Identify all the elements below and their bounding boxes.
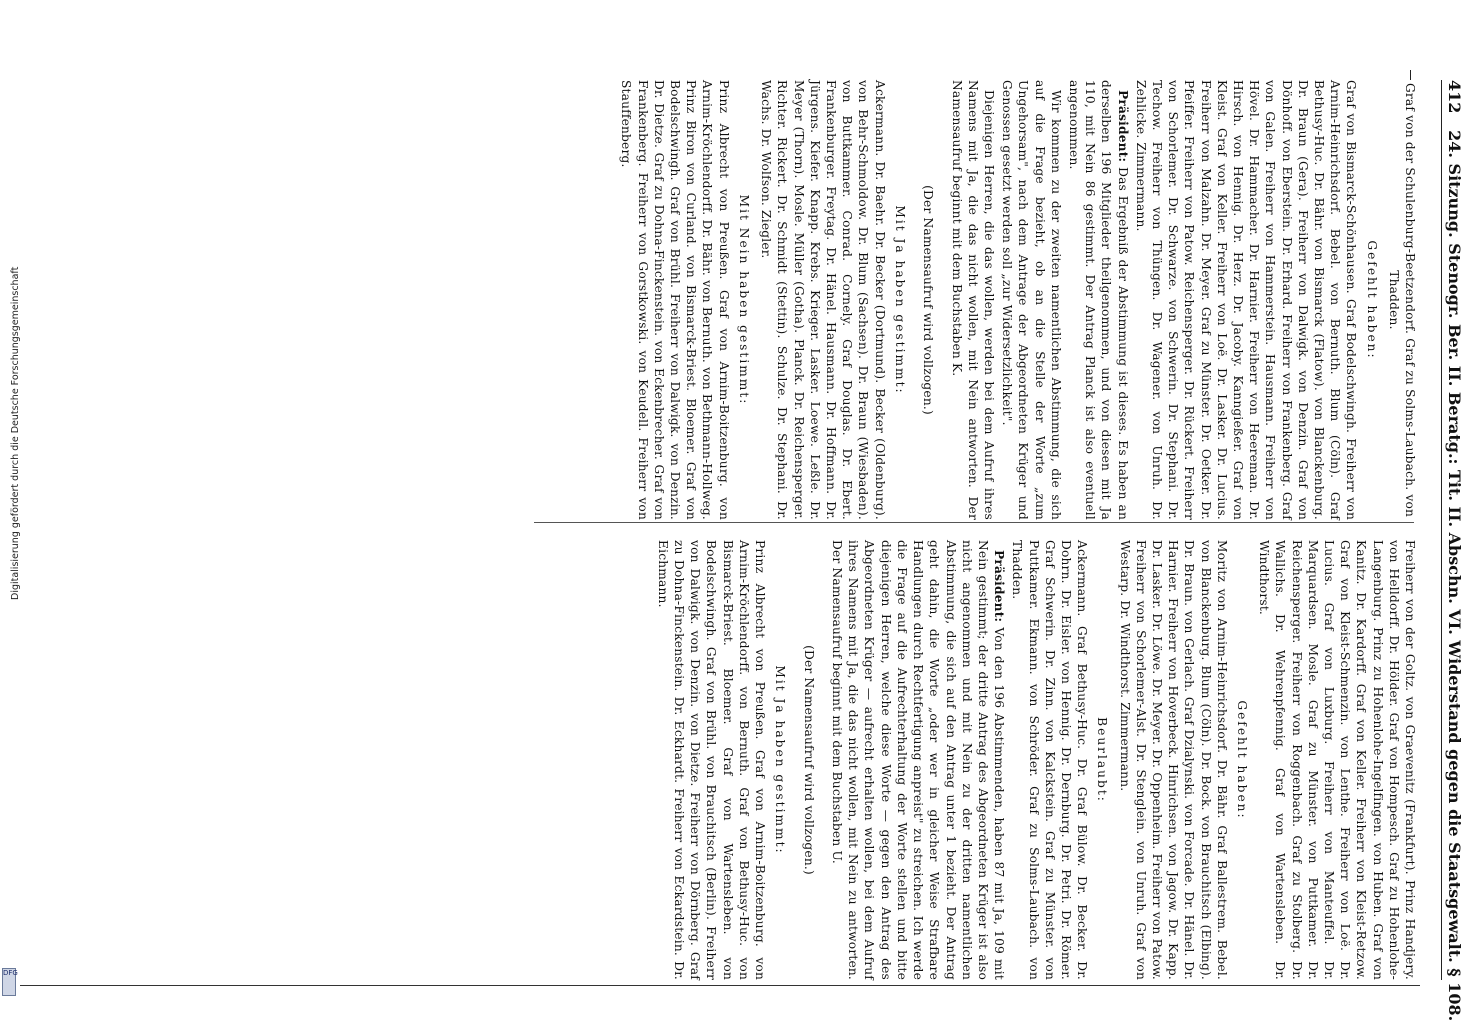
left-president-label: Präsident:	[1115, 90, 1130, 163]
left-paragraph-2: Wir kommen zu der zweiten namentlichen Abstimmung, die sich auf die Frage bezieht, ob an die Stelle der Worte „zum Ungehorsam", nach dem Antrage der Abgeordneten Krüger und Genossen gesetzt werden soll „zur Widersetzlichkeit".	[1000, 80, 1063, 520]
right-leave-list: Ackermann. Graf Bethusy-Huc. Dr. Graf Bülow. Dr. Becker. Dr. Dohrn. Dr. Eisler. von Hennig. Dr. Dernburg. Dr. Petri. Dr. Römer. Graf Schwerin. Dr. Zinn. von Kalckstein. Graf zu Münster. von Puttkamer. Ekmann. von Schröder. Graf zu Solms-Laubach. von Thadden.	[1010, 540, 1090, 980]
column-divider	[534, 522, 1414, 523]
left-heading-no: Mit Nein haben gestimmt:	[736, 194, 751, 406]
left-paragraph-3: Diejenigen Herren, die das wollen, werden bei dem Aufruf ihres Namens mit Ja, die das nicht wollen, mit Nein antworten. Der Namensaufruf beginnt mit dem Buchstaben K.	[949, 80, 996, 520]
left-president-paragraph	[1066, 80, 1131, 520]
right-note: (Der Namensaufruf wird vollzogen.)	[801, 645, 816, 875]
scan-bottom-edge-line	[20, 985, 1420, 986]
right-president-label: Präsident:	[992, 550, 1007, 623]
left-no-list: Prinz Albrecht von Preußen. Graf von Arnim-Boitzenburg. von Arnim-Kröchlendorff. Dr. Bähr. von Bernuth. von Bethmann-Hollweg. Prinz Biron von Curland. von Bismarck-Briest. Bloemer. Graf von Bodelschwingh. Graf von Brühl. Freiherr von Dalwigk. von Denzin. Dr. Dietze. Graf zu Dohna-Finckenstein. von Eckenbrecher. Graf von Frankenberg. Freiherr von Gorstkowski. von Keudell. Freiherr von Stauffenberg.	[619, 80, 731, 520]
right-yes-list: Prinz Albrecht von Preußen. Graf von Arnim-Boitzenburg. von Arnim-Kröchlendorff. von Bernuth. Graf von Bethusy-Huc. von Bismarck-Briest. Bloemer. Graf von Wartensleben. von Bodelschwingh. Graf von Brühl. von Brauchitsch (Berlin). Freiherr von Dalwigk. von Denzin. von Dietze. Freiherr von Dörnberg. Graf zu Dohna-Finckenstein. Dr. Eckhardt. Freiherr von Eckardstein. Dr. Eichmann.	[655, 540, 768, 980]
left-president-text: Das Ergebniß der Abstimmung ist dieses. Es haben an derselben 196 Mitglieder theilgenommen, und von diesen mit Ja 110, mit Nein 86 gestimmt. Der Antrag Planck ist also eventuell angenommen.	[1066, 80, 1130, 520]
left-note: (Der Namensaufruf wird vollzogen.)	[921, 185, 936, 415]
side-credit-strip	[0, 0, 21, 1000]
side-credit-text: Digitalisierung gefördert durch die Deutsche Forschungsgemeinschaft	[10, 266, 21, 600]
right-president-paragraph	[829, 540, 1007, 980]
right-intro: Freiherr von der Goltz. von Graevenitz (Frankfurt). Prinz Handjery. von Helldorff. Dr. Hölder. Graf von Hompesch. Graf zu Hohenlohe-Langenburg. Prinz zu Hohenlohe-Ingelfingen. von Huben. Graf von Kanitz. Dr. Kardorff. Graf von Keller. Freiherr von Kleist-Retzow. Graf von Kleist-Schmenzin. von Lenthe. Freiherr von Loë. Dr. Lucius. Graf von Luxburg. Freiherr von Manteuffel. Dr. Marquardsen. Mosle. Graf zu Münster. von Puttkamer. Dr. Reichensperger. Freiherr von Roggenbach. Graf zu Stolberg. Dr. Wallichs. Dr. Wehrenpfennig. Graf von Wartensleben. Dr. Windthorst.	[1257, 540, 1417, 980]
left-heading-yes: Mit Ja haben gestimmt:	[892, 205, 907, 395]
running-head-title: 24. Sitzung. Stenogr. Ber. II. Beratg.: Tit. II. Abschn. VI. Widerstand gegen die Staatsgewalt. § 108.	[1445, 130, 1464, 1021]
right-heading-absent: Gefehlt haben:	[1234, 700, 1249, 820]
left-column	[616, 80, 1418, 520]
left-yes-list: Ackermann. Dr. Baehr. Dr. Becker (Dortmund). Becker (Oldenburg). von Behr-Schmoldow. Dr. Blum (Sachsen). Dr. Braun (Wiesbaden). von Buttkammer. Conrad. Cornely. Graf Douglas. Dr. Ebert. Frankenburger. Freytag. Dr. Hänel. Hausmann. Dr. Hoffmann. Dr. Jürgens. Kiefer. Knapp. Krebs. Krieger. Lasker. Loewe. Leßle. Dr. Meyer (Thorn). Mosle. Müller (Gotha). Planck. Dr. Reichensperger. Richter. Rickert. Dr. Schmidt (Stettin). Schulze. Dr. Stephani. Dr. Wachs. Dr. Wolfson. Ziegler.	[759, 80, 887, 520]
right-heading-leave: Beurlaubt:	[1095, 717, 1110, 803]
right-absent-list: Moritz von Arnim-Heinrichsdorf. Dr. Bähr. Graf Ballestrem. Bebel. von Blanckenburg. Blum (Cöln). Dr. Bock. von Brauchitsch (Elbing). Dr. Braun. von Gerlach. Graf Dzialynski. von Forcade. Dr. Hänel. Dr. Harnier. Freiherr von Hoverbeck. Hinrichsen. von Jagow. Dr. Kapp. Dr. Lasker. Dr. Löwe. Dr. Meyer. Dr. Oppenheim. Freiherr von Patow. Freiherr von Schorlemer-Alst. Dr. Stenglein. von Unruh. Graf von Westarp. Dr. Windthorst. Zimmermann.	[1117, 540, 1229, 980]
left-heading-absent: Gefehlt haben:	[1364, 240, 1379, 360]
right-president-text: Von den 196 Abstimmenden, haben 87 mit Ja, 109 mit Nein gestimmt; der dritte Antrag des Abgeordneten Krüger ist also nicht angenommen und mit Nein zu der dritten namentlichen Abstimmung, die sich auf den Antrag unter 1 bezieht. Der Antrag geht dahin, die Worte „oder wer in gleicher Weise Strafbare Handlungen durch Rechtfertigung anpreist" zu streichen. Ich werde die Frage auf die Aufrechterhaltung der Worte stellen und bitte diejenigen Herren, welche diese Worte — gegen den Antrag des Abgeordneten Krüger — aufrecht erhalten wollen, bei dem Aufruf ihres Namens mit Ja, die das nicht wollen, mit Nein zu antworten. Der Namensaufruf beginnt mit dem Buchstaben U.	[830, 540, 1007, 981]
left-intro: Graf von der Schulenburg-Beetzendorf. Graf zu Solms-Laubach. von Thadden.	[1386, 82, 1417, 518]
page-number: 412	[1445, 80, 1464, 114]
running-head	[1441, 80, 1464, 1021]
scan-tick-mark	[1410, 70, 1411, 80]
right-heading-yes: Mit Ja haben gestimmt:	[773, 665, 788, 855]
right-column	[653, 540, 1418, 980]
running-head-text	[1445, 80, 1464, 1021]
dfg-logo-icon: DFG	[2, 968, 16, 996]
rotated-page-content	[18, 60, 1464, 1021]
left-absent-list: Graf von Bismarck-Schönhausen. Graf Bodelschwingh. Freiherr von Arnim-Heinrichsdorf. Bebel. von Bernuth. Blum (Cöln). Graf Bethusy-Huc. Dr. Bähr. von Bismarck (Flatow). von Blanckenburg. Dr. Braun (Gera). Freiherr von Dalwigk. von Denzin. Graf von Dönhoff. von Eberstein. Dr. Erhard. Freiherr von Frankenberg. Graf von Galen. Freiherr von Hammerstein. Hausmann. Freiherr von Hövel. Dr. Hammacher. Dr. Harnier. Freiherr von Heereman. Dr. Hirsch. von Hennig. Dr. Herz. Dr. Jacoby. Kanngießer. Graf von Kleist. Graf von Keller. Freiherr von Loë. Dr. Lasker. Dr. Lucius. Freiherr von Malzahn. Dr. Meyer. Graf zu Münster. Dr. Oetker. Dr. Pfeiffer. Freiherr von Patow. Reichensperger. Dr. Rückert. Freiherr von Schorlemer. Dr. Schwarze. von Schwerin. Dr. Stephani. Dr. Techow. Freiherr von Thüngen. Dr. Wagener. von Unruh. Dr. Zehlicke. Zimmermann.	[1133, 80, 1359, 520]
